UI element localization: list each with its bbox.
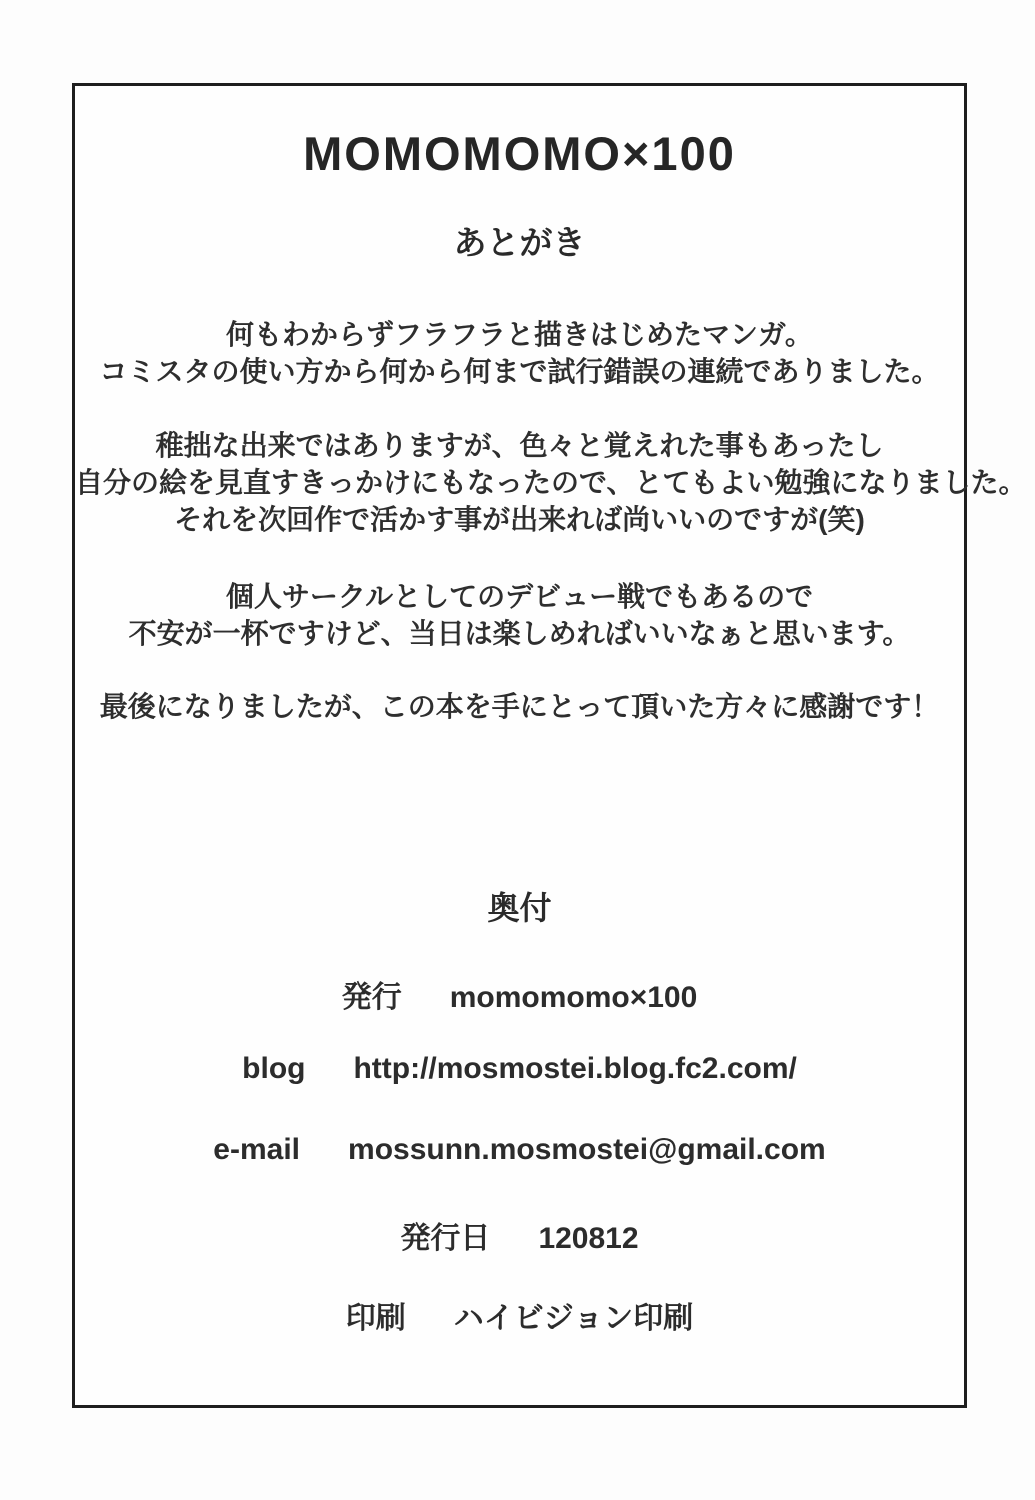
colophon-label: 発行日 (400, 1222, 491, 1255)
page-border-frame (72, 83, 1027, 1408)
afterword-heading: あとがき (453, 224, 586, 261)
colophon-row-email (75, 1133, 964, 1167)
doujin-title: MOMOMOMO×100 (303, 127, 736, 180)
paragraph-line: 個人サークルとしてのデビュー戦でもあるので (225, 581, 814, 612)
colophon-value: ハイビジョン印刷 (453, 1302, 694, 1335)
colophon-row-blog (75, 1052, 964, 1086)
colophon-value-email-address: mossunn.mosmostei@gmail.com (348, 1133, 826, 1166)
colophon-label: 発行 (341, 981, 402, 1014)
afterword-paragraph (75, 427, 1027, 538)
colophon-heading: 奥付 (487, 890, 552, 926)
colophon-label: blog (242, 1052, 306, 1085)
colophon-value: 120812 (538, 1222, 639, 1255)
colophon-row-printer (75, 1293, 964, 1337)
colophon-label: 印刷 (345, 1302, 406, 1335)
afterword-paragraph (75, 578, 964, 652)
paragraph-line: 何もわからずフラフラと描きはじめたマンガ。 (226, 319, 813, 350)
paragraph-line: それを次回作で活かす事が出来れば尚いいのですが(笑) (174, 504, 865, 535)
paragraph-line: 最後になりましたが、この本を手にとって頂いた方々に感謝です！ (99, 691, 940, 722)
paragraph-line: コミスタの使い方から何から何まで試行錯誤の連続でありました。 (99, 356, 940, 387)
afterword-paragraph (75, 316, 964, 390)
paragraph-line: 不安が一杯ですけど、当日は楽しめればいいなぁと思います。 (128, 618, 911, 649)
colophon-row-publish-date (75, 1213, 964, 1257)
paragraph-line: 自分の絵を見直すきっかけにもなったので、とてもよい勉強になりました。 (75, 467, 1027, 498)
colophon-value-blog-url: http://mosmostei.blog.fc2.com/ (353, 1052, 797, 1085)
colophon-label: e-mail (213, 1133, 301, 1166)
afterword-paragraph (75, 688, 964, 725)
colophon-value: momomomo×100 (449, 981, 698, 1014)
colophon-row-publisher (75, 972, 964, 1016)
paragraph-line: 稚拙な出来ではありますが、色々と覚えれた事もあったし (155, 430, 884, 461)
